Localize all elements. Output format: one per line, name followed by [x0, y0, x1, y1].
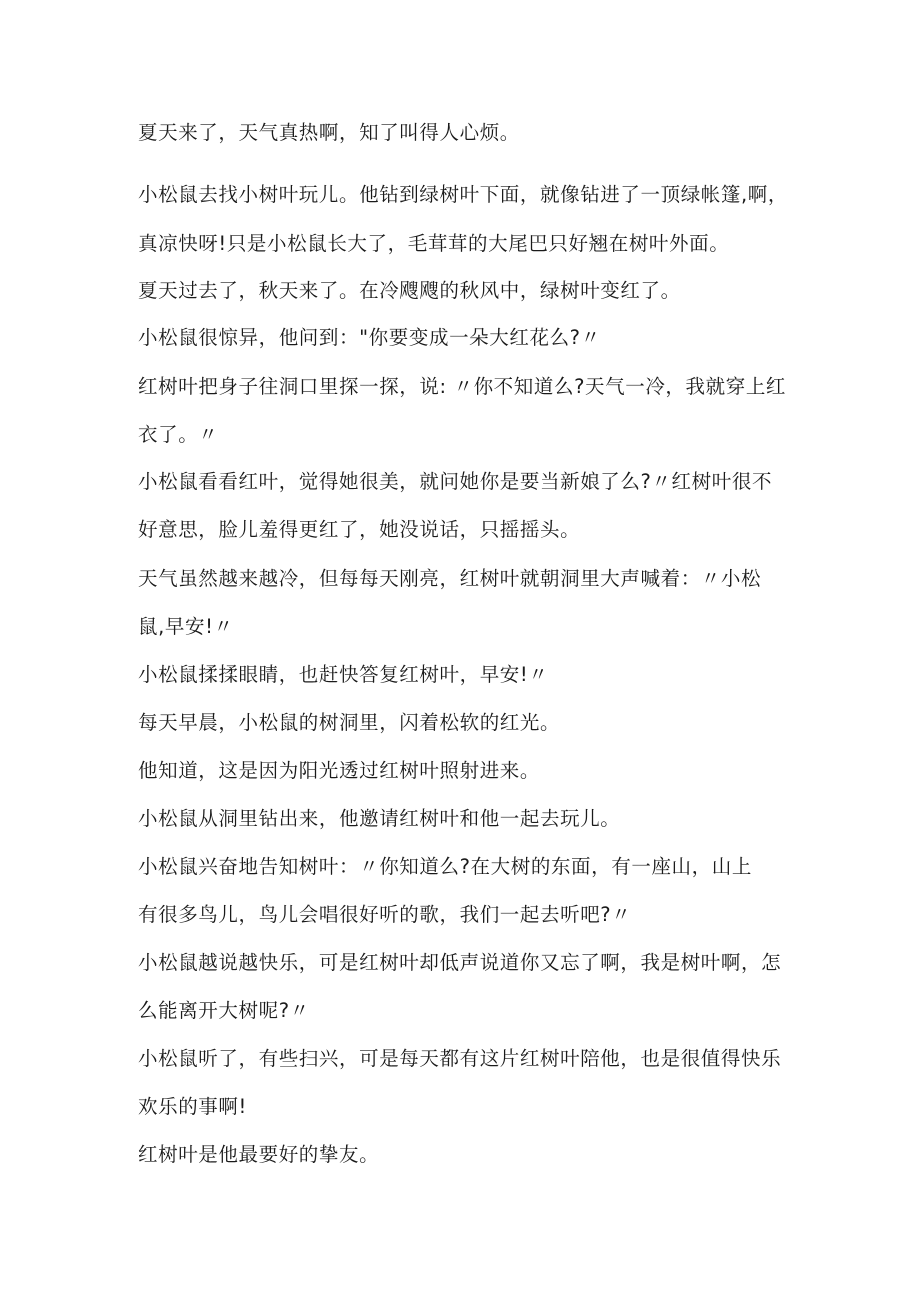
text-line-3: 真凉快呀!只是小松鼠长大了，毛茸茸的大尾巴只好翘在树叶外面。 — [138, 232, 730, 255]
text-line-8: 小松鼠看看红叶，觉得她很美，就问她你是要当新娘了么?〃红树叶很不 — [138, 470, 773, 493]
text-line-22: 红树叶是他最要好的挚友。 — [138, 1143, 380, 1166]
text-line-17: 有很多鸟儿，鸟儿会唱很好听的歌，我们一起去听吧?〃 — [138, 903, 632, 926]
text-line-14: 他知道，这是因为阳光透过红树叶照射进来。 — [138, 759, 541, 782]
text-line-15: 小松鼠从洞里钻出来，他邀请红树叶和他一起去玩儿。 — [138, 807, 621, 830]
text-line-13: 每天早晨，小松鼠的树洞里，闪着松软的红光。 — [138, 711, 561, 734]
text-line-12: 小松鼠揉揉眼睛，也赶快答复红树叶，早安!〃 — [138, 663, 549, 686]
text-line-21: 欢乐的事啊! — [138, 1095, 247, 1118]
text-line-4: 夏天过去了，秋天来了。在冷飕飕的秋风中，绿树叶变红了。 — [138, 279, 681, 302]
text-line-18: 小松鼠越说越快乐，可是红树叶却低声说道你又忘了啊，我是树叶啊，怎 — [138, 951, 782, 974]
text-line-11: 鼠,早安!〃 — [138, 615, 234, 638]
text-line-19: 么能离开大树呢?〃 — [138, 999, 310, 1022]
text-line-6: 红树叶把身子往洞口里探一探，说: 〃你不知道么?天气一冷，我就穿上红 — [138, 375, 787, 398]
text-line-10: 天气虽然越来越冷，但每每天刚亮，红树叶就朝洞里大声喊着：〃小松 — [138, 567, 762, 590]
text-line-1: 夏天来了，天气真热啊，知了叫得人心烦。 — [138, 121, 520, 144]
text-line-7: 衣了。〃 — [138, 423, 219, 446]
text-line-2: 小松鼠去找小树叶玩儿。他钻到绿树叶下面，就像钻进了一顶绿帐篷,啊， — [138, 183, 788, 206]
text-line-5: 小松鼠很惊异，他问到："你要变成一朵大红花么?〃 — [138, 326, 601, 349]
text-line-20: 小松鼠听了，有些扫兴，可是每天都有这片红树叶陪他，也是很值得快乐 — [138, 1047, 782, 1070]
text-line-9: 好意思，脸儿羞得更红了，她没说话，只摇摇头。 — [138, 518, 581, 541]
text-line-16: 小松鼠兴奋地告知树叶：〃你知道么?在大树的东面，有一座山，山上 — [138, 855, 752, 878]
